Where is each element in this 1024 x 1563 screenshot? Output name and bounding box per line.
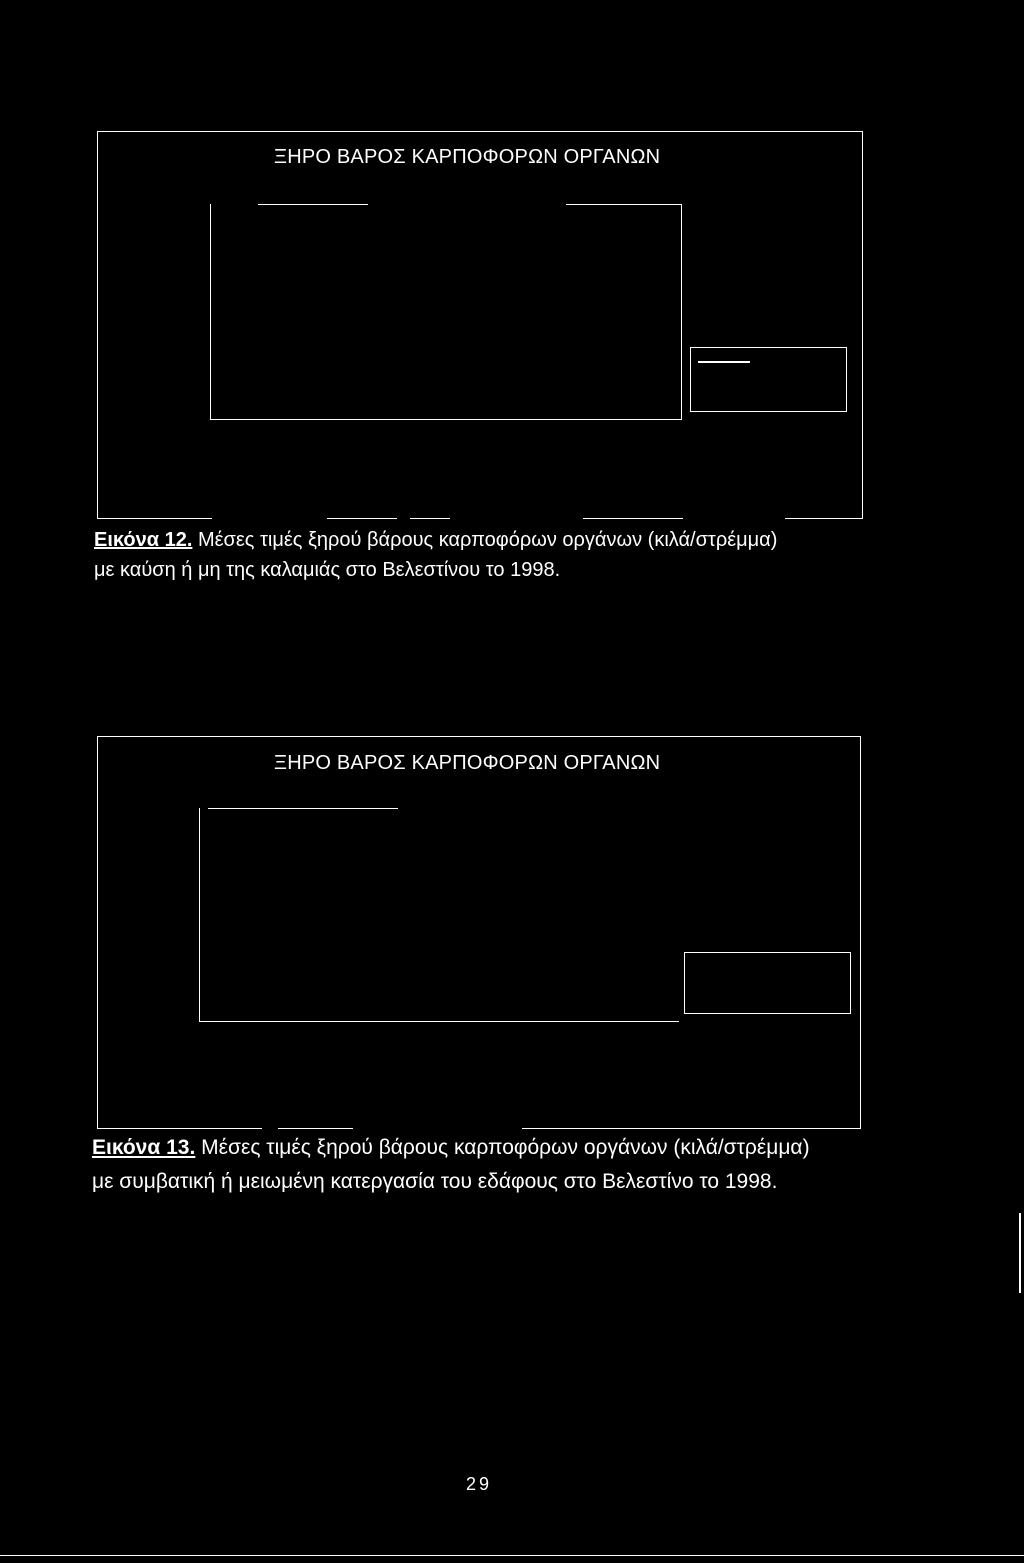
figure-12-caption-line2: με καύση ή μη της καλαμιάς στο Βελεστίνου το 1998. bbox=[94, 559, 561, 581]
figure-13-frame-top bbox=[97, 736, 861, 737]
figure-13-frame-right bbox=[860, 736, 861, 1129]
figure-12-legend bbox=[690, 347, 847, 412]
figure-12-label: Εικόνα 12. bbox=[94, 529, 193, 551]
page-number: 29 bbox=[466, 1474, 493, 1494]
right-edge-mark bbox=[1019, 1213, 1021, 1293]
bottom-edge-line bbox=[0, 1555, 1024, 1556]
figure-12-frame-left bbox=[97, 131, 98, 519]
figure-12-legend-swatch bbox=[698, 361, 750, 363]
figure-12-frame-top bbox=[97, 131, 863, 132]
figure-13-caption-line1: Μέσες τιμές ξηρού βάρους καρποφόρων οργάνων (κιλά/στρέμμα) bbox=[201, 1136, 810, 1159]
figure-13-label: Εικόνα 13. bbox=[92, 1136, 196, 1159]
figure-12-chart-title: ΞΗΡΟ ΒΑΡΟΣ ΚΑΡΠΟΦΟΡΩΝ ΟΡΓΑΝΩΝ bbox=[274, 146, 661, 168]
figure-13-chart-title: ΞΗΡΟ ΒΑΡΟΣ ΚΑΡΠΟΦΟΡΩΝ ΟΡΓΑΝΩΝ bbox=[274, 752, 661, 774]
figure-12-caption-line1: Μέσες τιμές ξηρού βάρους καρποφόρων οργάνων (κιλά/στρέμμα) bbox=[197, 529, 778, 551]
figure-12-frame-right bbox=[862, 131, 863, 519]
figure-12-caption bbox=[94, 525, 777, 585]
figure-13-caption bbox=[92, 1131, 810, 1199]
figure-13-legend bbox=[684, 952, 851, 1014]
figure-13-frame-left bbox=[97, 736, 98, 1129]
figure-13-caption-line2: με συμβατική ή μειωμένη κατεργασία του εδάφους στο Βελεστίνο το 1998. bbox=[92, 1170, 778, 1193]
